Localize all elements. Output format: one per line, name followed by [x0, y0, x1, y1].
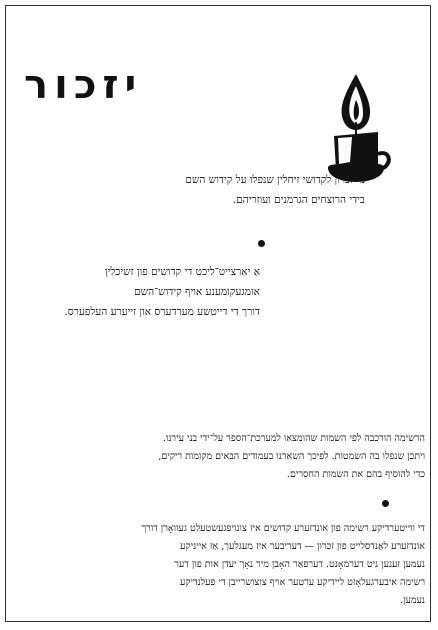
text-line: הרשימה הורכבה לפי השמות שהומצאו למערכת־הספר על־ידי בני עירנו. [162, 433, 425, 444]
bullet-dot [258, 240, 265, 247]
bullet-dot [382, 500, 389, 507]
text-line: דורך די דייטשע מערדערס און זייערע העלפערס. [64, 306, 260, 318]
hebrew-note [40, 430, 425, 484]
text-line: רשימה איבערגעלאָזט ליידיקע ערטער אויף צוצושרייבן די פעלנדיקע [180, 577, 425, 588]
yiddish-dedication [40, 262, 260, 322]
text-line: אונדזערע לאַנדסלייט פון זכרון — דעריבער איז מעגלעך, אַז אייניקע [180, 541, 425, 552]
text-line: נר זכרון לקדושי זיחלין שנפלו על קידוש השם [185, 174, 365, 186]
text-line: ויתכן שנפלו בה השמטות. לפיכך השארנו בעמודים הבאים מקומות ריקים, [158, 451, 425, 462]
yiddish-note [40, 520, 425, 610]
text-line: אַ יארצייט־ליכט די קדושים פון זשיכלין [104, 266, 260, 278]
text-line: אומגעקומענע אויף קידוש־השם [134, 286, 260, 298]
page-title: יזכור [24, 62, 143, 108]
hebrew-dedication [40, 170, 365, 210]
text-line: די ווייטערדיקע רשימה פון אונדזערע קדושים איז צונויפגעשטעלט געוואָרן דורך [141, 523, 425, 534]
text-line: נעמען. [400, 595, 425, 606]
text-line: כדי להוסיף בהם את השמות החסרים. [286, 469, 425, 480]
text-line: בידי הרוצחים הגרמנים ועוזריהם. [232, 194, 365, 206]
text-line: נעמען זענען ניט דערמאָנט. דערפאַר האָבן מיר נאָך יעדן אות פון דער [174, 559, 425, 570]
